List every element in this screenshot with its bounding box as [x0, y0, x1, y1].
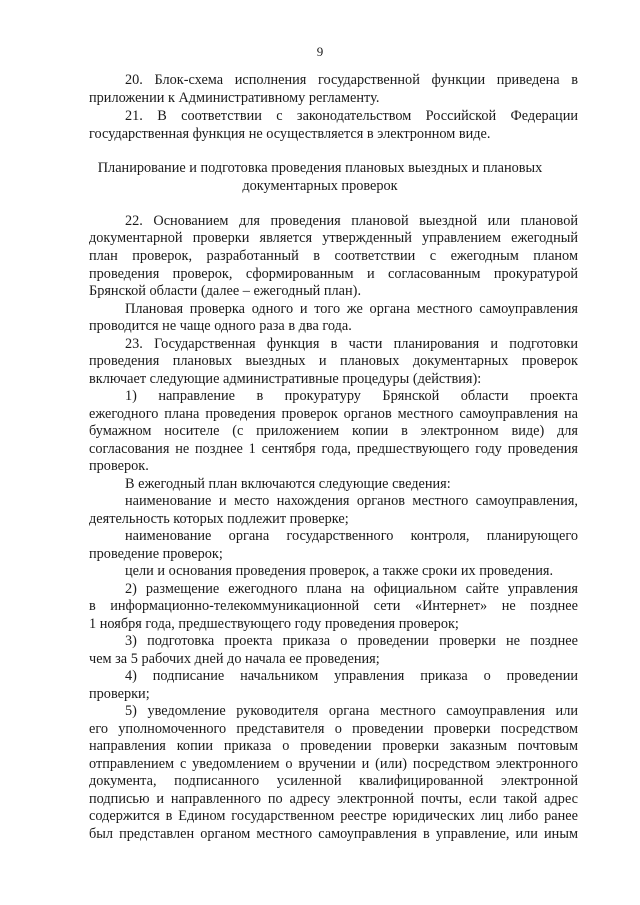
section-heading-line-1: Планирование и подготовка проведения плановых выездных и плановых: [97, 160, 543, 176]
item-5-line-2: его уполномоченного представителя о проведении проверки посредством: [89, 721, 578, 737]
item-5-line-7: содержится в Едином государственном реестре юридических лиц либо ранее: [89, 808, 578, 824]
plan-contents-b-line-2: проведение проверок;: [89, 546, 223, 562]
paragraph-22-line-5: Брянской области (далее – ежегодный план).: [89, 283, 362, 299]
paragraph-21-line-2: государственная функция не осуществляется в электронном виде.: [89, 126, 491, 142]
plan-contents-a-line-1: наименование и место нахождения органов местного самоуправления,: [125, 493, 578, 509]
paragraph-23-line-1: 23. Государственная функция в части планирования и подготовки: [125, 336, 578, 352]
item-4-line-1: 4) подписание начальником управления приказа о проведении: [125, 668, 578, 684]
item-1-line-2: ежегодного плана проведения проверок органов местного самоуправления на: [89, 406, 578, 422]
paragraph-plan-line-2: проводится не чаще одного раза в два года.: [89, 318, 352, 334]
paragraph-20-line-2: приложении к Административному регламенту.: [89, 90, 380, 106]
paragraph-20-line-1: 20. Блок-схема исполнения государственной функции приведена в: [125, 72, 578, 88]
item-1-line-4: согласования не позднее 1 сентября года, предшествующего году проведения: [89, 441, 578, 457]
paragraph-21-line-1: 21. В соответствии с законодательством Российской Федерации: [125, 108, 578, 124]
page-number: 9: [316, 44, 324, 59]
paragraph-22-line-1: 22. Основанием для проведения плановой выездной или плановой: [125, 213, 578, 229]
paragraph-22-line-4: проведения проверок, сформированным и согласованным прокуратурой: [89, 266, 578, 282]
item-3-line-1: 3) подготовка проекта приказа о проведении проверки не позднее: [125, 633, 578, 649]
paragraph-plan-line-1: Плановая проверка одного и того же органа местного самоуправления: [125, 301, 578, 317]
item-2-line-2: в информационно-телекоммуникационной сети «Интернет» не позднее: [89, 598, 578, 614]
item-1-line-5: проверок.: [89, 458, 149, 474]
item-3-line-2: чем за 5 рабочих дней до начала ее проведения;: [89, 651, 380, 667]
section-heading-line-2: документарных проверок: [242, 178, 398, 194]
item-1-line-1: 1) направление в прокуратуру Брянской области проекта: [125, 388, 578, 404]
item-4-line-2: проверки;: [89, 686, 150, 702]
item-5-line-8: был представлен органом местного самоуправления в управление, или иным: [89, 826, 578, 842]
plan-contents-c: цели и основания проведения проверок, а также сроки их проведения.: [125, 563, 554, 579]
paragraph-22-line-2: документарной проверки является утвержденный управлением ежегодный: [89, 230, 578, 246]
plan-contents-b-line-1: наименование органа государственного контроля, планирующего: [125, 528, 578, 544]
item-5-line-3: направления копии приказа о проведении проверки заказным почтовым: [89, 738, 578, 754]
item-5-line-4: отправлением с уведомлением о вручении и (или) посредством электронного: [89, 756, 578, 772]
paragraph-22-line-3: план проверок, разработанный в соответствии с ежегодным планом: [89, 248, 578, 264]
item-1-line-3: бумажном носителе (с приложением копии в электронном виде) для: [89, 423, 578, 439]
item-5-line-6: подписью и направленного по адресу электронной почты, если такой адрес: [89, 791, 578, 807]
paragraph-23-line-3: включает следующие административные процедуры (действия):: [89, 371, 482, 387]
item-5-line-1: 5) уведомление руководителя органа местного самоуправления или: [125, 703, 578, 719]
item-2-line-3: 1 ноября года, предшествующего году проведения проверок;: [89, 616, 459, 632]
paragraph-23-line-2: проведения плановых выездных и плановых документарных проверок: [89, 353, 578, 369]
plan-contents-a-line-2: деятельность которых подлежит проверке;: [89, 511, 349, 527]
item-2-line-1: 2) размещение ежегодного плана на официальном сайте управления: [125, 581, 578, 597]
item-5-line-5: документа, подписанного усиленной квалифицированной электронной: [89, 773, 578, 789]
plan-contents-intro: В ежегодный план включаются следующие сведения:: [125, 476, 451, 492]
